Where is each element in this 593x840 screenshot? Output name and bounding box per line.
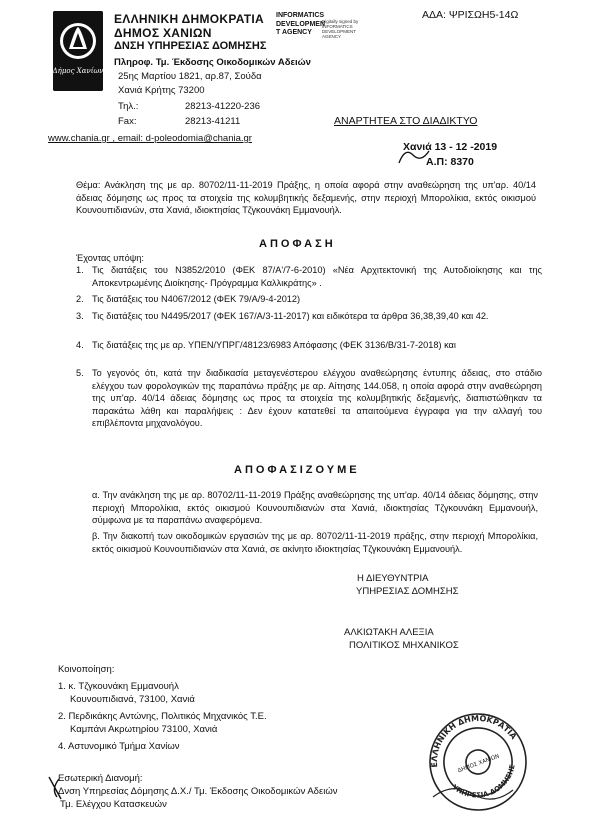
org-municipality: ΔΗΜΟΣ ΧΑΝΙΩΝ: [114, 26, 212, 40]
signer-role-line1: Η ΔΙΕΥΘΥΝΤΡΙΑ: [357, 573, 429, 584]
we-decide-heading: ΑΠΟΦΑΣΙΖΟΥΜΕ: [234, 464, 360, 476]
handwritten-initial: [45, 773, 65, 803]
decision-point-b: β. Την διακοπή των οικοδομικών εργασιών της με αρ. 80702/11-11-2019 πράξης, στην περιοχή Μπορολίκια, εκτός οικισμού Κουνουπιδιανών στα Χανιά, σε ακίνητο ιδιοκτησίας Τζγκουνάκη Εμμανουήλ.: [92, 531, 538, 554]
subject-paragraph: Θέμα: Ανάκληση της με αρ. 80702/11-11-2019 Πράξης, η οποία αφορά στην αναθεώρηση της υπ'αρ. 40/14 άδειας δόμησης ως προς τα στοιχεία της κολυμβητικής δεξαμενής, στην περιοχή Μπορολίκια, εκτός οικισμού Κουνουπιδιανών, στα Χανιά, ιδιοκτησίας Τζγκουνάκη Εμμανουήλ.: [76, 180, 536, 215]
notify-heading: Κοινοποίηση:: [58, 664, 115, 675]
post-online-label: ΑΝΑΡΤΗΤΕΑ ΣΤΟ ΔΙΑΔΙΚΤΥΟ: [334, 115, 478, 127]
svg-text:ΕΛΛΗΝΙΚΗ ΔΗΜΟΚΡΑΤΙΑ: [418, 702, 520, 771]
notify-recipient-address: Καμπάνι Ακρωτηρίου 73100, Χανιά: [70, 724, 218, 735]
internal-recipient: Δνση Υπηρεσίας Δόμησης Δ.Χ./ Τμ. Έκδοσης Οικοδομικών Αδειών: [58, 786, 338, 797]
digital-signature-agency: INFORMATICS DEVELOPMEN T AGENCY: [276, 12, 326, 36]
fax-label: Fax:: [118, 116, 137, 127]
item-number: 4.: [76, 340, 84, 350]
handwritten-mark: [395, 143, 435, 171]
digital-signature-details: Digitally signed by INFORMATICS DEVELOPMENT AGENCY: [322, 19, 359, 39]
decision-point-a: α. Την ανάκληση της με αρ. 80702/11-11-2019 Πράξης αναθεώρησης της υπ'αρ. 40/14 άδειας δόμησης, στην περιοχή Μπορολίκια, εκτός οικισμού Κουνουπιδιανών στα Χανιά, ιδιοκτησίας Τζγκουνάκη Εμμανουήλ, σύμφωνα με τα παραπάνω αναφερόμενα.: [92, 490, 538, 525]
item-number: 2.: [76, 294, 84, 304]
signer-name: ΑΛΚΙΩΤΑΚΗ ΑΛΕΞΙΑ: [344, 627, 434, 638]
protocol-number: Α.Π: 8370: [426, 156, 474, 168]
item-text: Τις διατάξεις του Ν4495/2017 (ΦΕΚ 167/Α/3-11-2017) και ειδικότερα τα άρθρα 36,38,39,40 και 42.: [92, 311, 489, 321]
notify-recipient: 2. Περδικάκης Αντώνης, Πολιτικός Μηχανικός Τ.Ε.: [58, 711, 267, 722]
tel-value: 28213-41220-236: [185, 101, 261, 112]
web-email-line[interactable]: www.chania.gr , email: d-poleodomia@chania.gr: [48, 133, 252, 144]
item-number: 3.: [76, 311, 84, 321]
signer-role-line2: ΥΠΗΡΕΣΙΑΣ ΔΟΜΗΣΗΣ: [356, 586, 459, 597]
document-date: Χανιά 13 - 12 -2019: [403, 141, 498, 153]
notify-recipient: 1. κ. Τζγκουνάκη Εμμανουήλ: [58, 681, 179, 692]
item-text: Τις διατάξεις της με αρ. ΥΠΕΝ/ΥΠΡΓ/48123/6983 Απόφασης (ΦΕΚ 3136/Β/31-7-2018) και: [92, 340, 456, 350]
address-city: Χανιά Κρήτης 73200: [118, 85, 205, 96]
internal-recipient: Τμ. Ελέγχου Κατασκευών: [60, 799, 167, 810]
official-stamp: [413, 702, 543, 822]
logo-text: Δήμος Χανίων: [53, 67, 103, 75]
tel-label: Τηλ.:: [118, 101, 139, 112]
item-number: 5.: [76, 368, 84, 378]
fax-value: 28213-41211: [185, 116, 241, 127]
notify-recipient-address: Κουνουπιδιανά, 73100, Χανιά: [70, 694, 195, 705]
stamp-bottom-text: ΥΠΗΡΕΣΙΑ ΔΟΜΗΣΗΣ: [450, 763, 517, 800]
internal-distribution-heading: Εσωτερική Διανομή:: [58, 773, 143, 784]
municipality-logo: [53, 11, 103, 91]
item-number: 1.: [76, 265, 84, 275]
org-country: ΕΛΛΗΝΙΚΗ ΔΗΜΟΚΡΑΤΙΑ: [114, 12, 264, 26]
address-street: 25ης Μαρτίου 1821, αρ.87, Σούδα: [118, 71, 262, 82]
item-text: Το γεγονός ότι, κατά την διαδικασία μεταγενέστερου ελέγχου αναθεώρησης έντυπης άδειας, στο στάδιο ελέγχου των φορολογικών της παραπάνω πράξης με αρ. Αίτησης 144.058, η οποία αφορά στην αναθεώρηση της υπ'αρ. 40/14 άδειας δόμησης ως προς τα στοιχεία της κολυμβητικής δεξαμενής, διαπιστώθηκαν τα παρακάτω λάθη και παραλήψεις : Δεν έχουν κατατεθεί τα απαιτούμενα έγγραφα για την αλλαγή του επιβλέποντα μηχανολόγου.: [92, 368, 542, 428]
decision-heading: ΑΠΟΦΑΣΗ: [259, 238, 336, 250]
item-text: Τις διατάξεις του Ν3852/2010 (ΦΕΚ 87/Α'/7-6-2010) «Νέα Αρχιτεκτονική της Αυτοδιοίκησης και της Αποκεντρωμένης Διοίκησης- Πρόγραμμα Καλλικράτης» .: [92, 265, 542, 288]
signer-title: ΠΟΛΙΤΙΚΟΣ ΜΗΧΑΝΙΚΟΣ: [349, 640, 459, 651]
having-regard-label: Έχοντας υπόψη:: [76, 253, 144, 263]
org-department: ΔΝΣΗ ΥΠΗΡΕΣΙΑΣ ΔΟΜΗΣΗΣ: [114, 40, 267, 52]
info-line: Πληροφ. Τμ. Έκδοσης Οικοδομικών Αδειών: [114, 57, 311, 68]
stamp-top-text: ΕΛΛΗΝΙΚΗ ΔΗΜΟΚΡΑΤΙΑ: [429, 713, 519, 768]
stamp-center-text: ΔΗΜΟΣ ΧΑΝΙΩΝ: [457, 753, 501, 775]
notify-recipient: 4. Αστυνομικό Τμήμα Χανίων: [58, 741, 180, 752]
item-text: Τις διατάξεις του Ν4067/2012 (ΦΕΚ 79/Α/9-4-2012): [92, 294, 301, 304]
ada-code: ΑΔΑ: ΨΡΙΣΩΗ5-14Ω: [422, 9, 519, 21]
